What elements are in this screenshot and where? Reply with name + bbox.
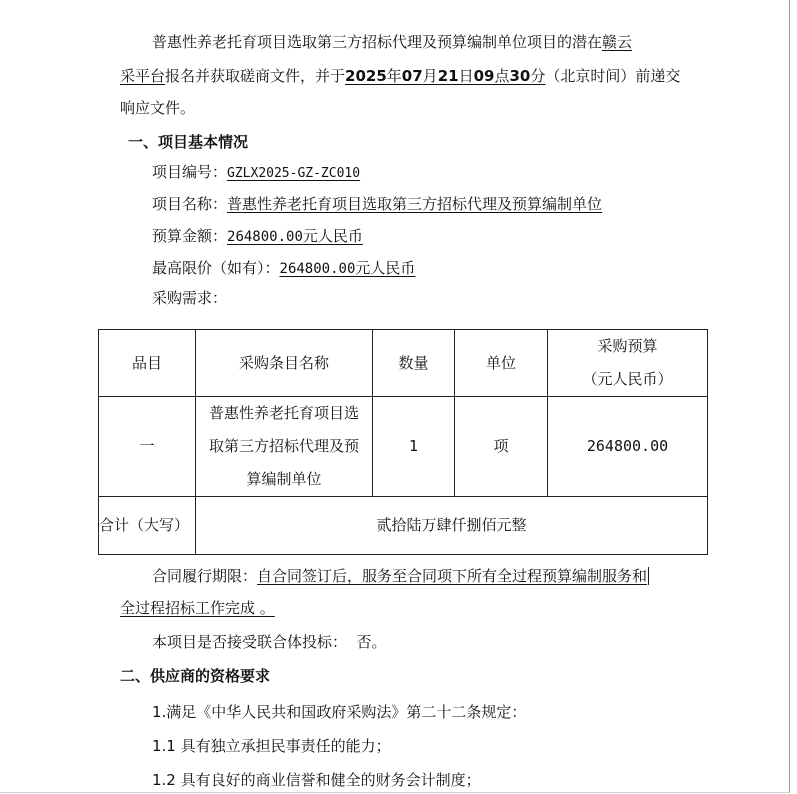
contract-value-1: 自合同签订后，服务至合同项下所有全过程预算编制服务和 bbox=[257, 567, 648, 585]
requirement-label: 采购需求： bbox=[152, 289, 228, 307]
platform-name-part2[interactable]: 采平台 bbox=[120, 67, 166, 85]
consortium-row: 本项目是否接受联合体投标： 否。 bbox=[152, 633, 387, 651]
total-value: 贰拾陆万肆仟捌佰元整 bbox=[196, 497, 708, 555]
intro-line-1: 普惠性养老托育项目选取第三方招标代理及预算编制单位项目的潜在赣云 bbox=[152, 33, 633, 51]
platform-name-part1[interactable]: 赣云 bbox=[602, 33, 633, 51]
qualification-item-1-2: 1.2 具有良好的商业信誉和健全的财务会计制度； bbox=[152, 771, 481, 789]
table-total-row bbox=[99, 497, 708, 555]
qualification-item-1-1: 1.1 具有独立承担民事责任的能力； bbox=[152, 737, 391, 755]
cell-unit: 项 bbox=[455, 397, 548, 497]
procurement-table bbox=[98, 329, 708, 555]
project-number-label: 项目编号： bbox=[152, 163, 228, 181]
contract-label: 合同履行期限： bbox=[152, 567, 258, 585]
header-unit: 单位 bbox=[455, 330, 548, 397]
max-price-row bbox=[152, 258, 415, 279]
header-quantity: 数量 bbox=[373, 330, 455, 397]
budget-amount: 264800.00元人民币 bbox=[227, 227, 363, 245]
section-1-heading: 一、项目基本情况 bbox=[128, 133, 249, 151]
max-price-label: 最高限价（如有）： bbox=[152, 259, 280, 277]
cell-name: 普惠性养老托育项目选 取第三方招标代理及预 算编制单位 bbox=[196, 397, 373, 497]
qualification-item-1: 1.满足《中华人民共和国政府采购法》第二十二条规定： bbox=[152, 703, 527, 721]
contract-value-2: 全过程招标工作完成 。 bbox=[120, 599, 275, 617]
budget-label: 预算金额： bbox=[152, 227, 228, 245]
max-price-amount: 264800.00元人民币 bbox=[279, 259, 416, 277]
project-name-value: 普惠性养老托育项目选取第三方招标代理及预算编制单位 bbox=[227, 195, 603, 213]
total-label: 合计（大写） bbox=[99, 497, 196, 555]
budget-row bbox=[152, 226, 363, 247]
cell-budget: 264800.00 bbox=[548, 397, 708, 497]
project-number-value: GZLX2025-GZ-ZC010 bbox=[227, 166, 361, 181]
cell-item: 一 bbox=[99, 397, 196, 497]
header-name: 采购条目名称 bbox=[196, 330, 373, 397]
deadline: 2025年07月21日09点30分 bbox=[345, 67, 546, 85]
intro-line-3: 响应文件。 bbox=[120, 99, 196, 117]
section-2-heading: 二、供应商的资格要求 bbox=[120, 667, 271, 685]
intro-line-2: 采平台报名并获取磋商文件，并于2025年07月21日09点30分（北京时间）前递交 bbox=[120, 67, 681, 85]
table-header-row bbox=[99, 330, 708, 397]
header-budget: 采购预算 （元人民币） bbox=[548, 330, 708, 397]
contract-row-2 bbox=[120, 598, 275, 618]
project-name-label: 项目名称： bbox=[152, 195, 228, 213]
table-row bbox=[99, 397, 708, 497]
header-item: 品目 bbox=[99, 330, 196, 397]
cell-quantity: 1 bbox=[373, 397, 455, 497]
project-name-row bbox=[152, 194, 602, 214]
project-number-row bbox=[152, 162, 360, 184]
contract-row bbox=[152, 566, 649, 586]
